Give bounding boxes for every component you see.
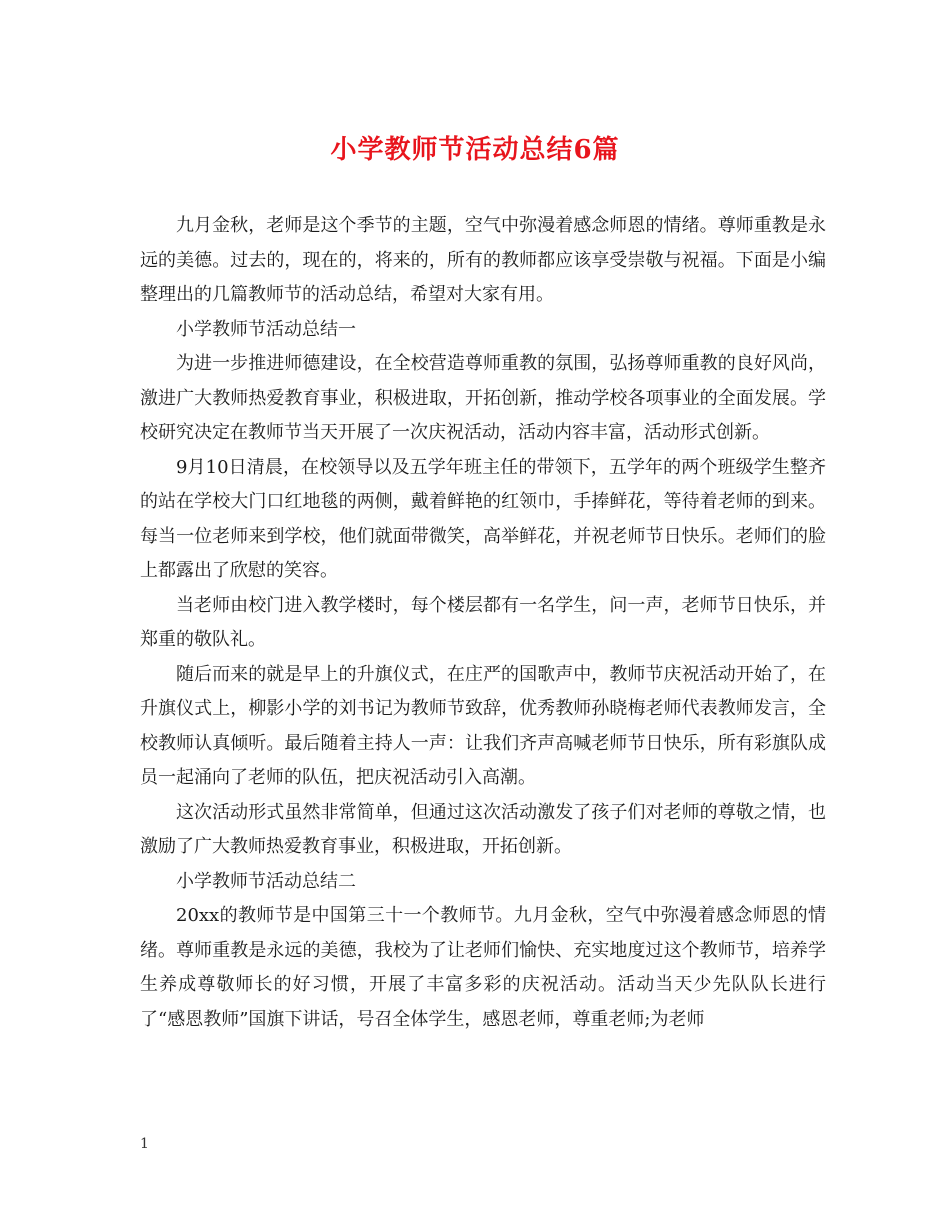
paragraph: 随后而来的就是早上的升旗仪式，在庄严的国歌声中，教师节庆祝活动开始了，在升旗仪式上，柳影小学的刘书记为教师节致辞，优秀教师孙晓梅老师代表教师发言，全校教师认真倾听。最后随着主持人一声：让我们齐声高喊老师节日快乐，所有彩旗队成员一起涌向了老师的队伍，把庆祝活动引入高潮。: [140, 663, 826, 788]
paragraph: 20xx的教师节是中国第三十一个教师节。九月金秋，空气中弥漫着感念师恩的情绪。尊师重教是永远的美德，我校为了让老师们愉快、充实地度过这个教师节，培养学生养成尊敬师长的好习惯，开展了丰富多彩的庆祝活动。活动当天少先队队长进行了“感恩教师”国旗下讲话，号召全体学生，感恩老师，尊重老师;为老师: [140, 905, 826, 1030]
section-heading-2: 小学教师节活动总结二: [176, 870, 356, 892]
paragraph: 这次活动形式虽然非常简单，但通过这次活动激发了孩子们对老师的尊敬之情，也激励了广大教师热爱教育事业，积极进取，开拓创新。: [140, 801, 826, 857]
document-title: 小学教师节活动总结6篇: [330, 135, 620, 165]
paragraph: 9月10日清晨，在校领导以及五学年班主任的带领下，五学年的两个班级学生整齐的站在学校大门口红地毯的两侧，戴着鲜艳的红领巾，手捧鲜花，等待着老师的到来。每当一位老师来到学校，他们就面带微笑，高举鲜花，并祝老师节日快乐。老师们的脸上都露出了欣慰的笑容。: [140, 456, 826, 581]
paragraph: 为进一步推进师德建设，在全校营造尊师重教的氛围，弘扬尊师重教的良好风尚，激进广大教师热爱教育事业，积极进取，开拓创新，推动学校各项事业的全面发展。学校研究决定在教师节当天开展了一次庆祝活动，活动内容丰富，活动形式创新。: [140, 353, 826, 443]
document-body: [140, 209, 826, 1037]
page-number: 1: [140, 1136, 149, 1152]
intro-paragraph: 九月金秋，老师是这个季节的主题，空气中弥漫着感念师恩的情绪。尊师重教是永远的美德。过去的，现在的，将来的，所有的教师都应该享受崇敬与祝福。下面是小编整理出的几篇教师节的活动总结，希望对大家有用。: [140, 215, 826, 305]
section-heading-1: 小学教师节活动总结一: [176, 318, 356, 340]
paragraph: 当老师由校门进入教学楼时，每个楼层都有一名学生，问一声，老师节日快乐，并郑重的敬队礼。: [140, 594, 826, 650]
